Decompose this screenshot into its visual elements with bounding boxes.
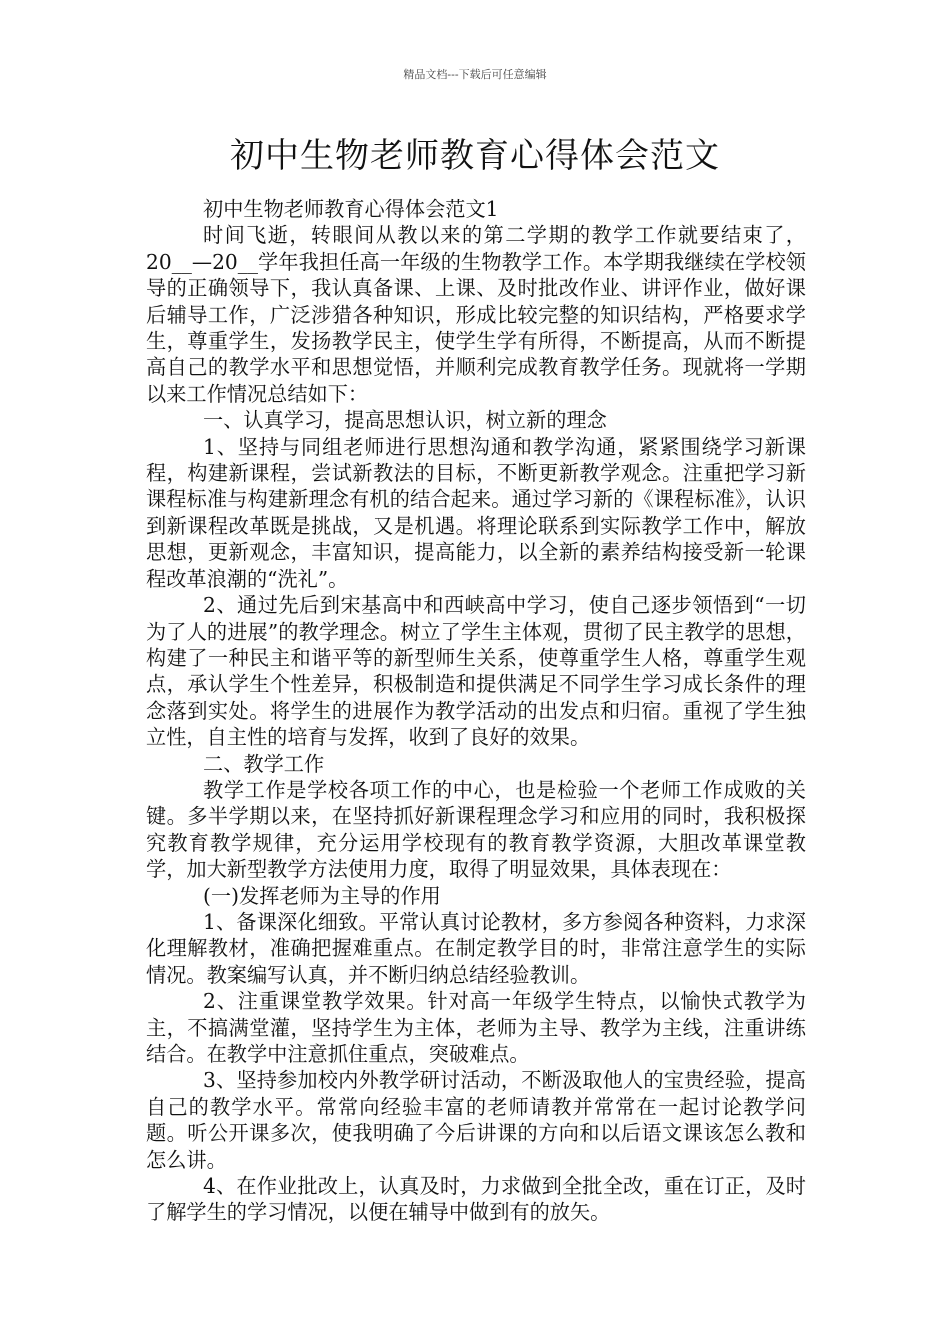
section-heading-2: 二、教学工作: [203, 751, 325, 776]
body-paragraph: 2、通过先后到宋基高中和西峡高中学习，使自己逐步领悟到“一切为了人的进展”的教学理念。树立了学生主体观，贯彻了民主教学的思想，构建了一种民主和谐平等的新型师生关系，使尊重学生人格，尊重学生观点，承认学生个性差异，积极制造和提供满足不同学生学习成长条件的理念落到实处。将学生的进展作为教学活动的出发点和归宿。重视了学生独立性，自主性的培育与发挥，收到了良好的效果。: [146, 593, 806, 750]
subtitle-paragraph: 初中生物老师教育心得体会范文1: [203, 197, 499, 221]
body-paragraph: 1、坚持与同组老师进行思想沟通和教学沟通，紧紧围绕学习新课程，构建新课程，尝试新教法的目标，不断更新教学观念。注重把学习新课程标准与构建新理念有机的结合起来。通过学习新的《课程标准》，认识到新课程改革既是挑战，又是机遇。将理论联系到实际教学工作中，解放思想，更新观念，丰富知识，提高能力，以全新的素养结构接受新一轮课程改革浪潮的“洗礼”。: [146, 434, 806, 591]
body-paragraph: 1、备课深化细致。平常认真讨论教材，多方参阅各种资料，力求深化理解教材，准确把握难重点。在制定教学目的时，非常注意学生的实际情况。教案编写认真，并不断归纳总结经验教训。: [146, 909, 806, 987]
body-paragraph: 4、在作业批改上，认真及时，力求做到全批全改，重在订正，及时了解学生的学习情况，以便在辅导中做到有的放矢。: [146, 1174, 806, 1225]
header-note: 精品文档---下载后可任意编辑: [403, 68, 547, 81]
body-paragraph: 3、坚持参加校内外教学研讨活动，不断汲取他人的宝贵经验，提高自己的教学水平。常常向经验丰富的老师请教并常常在一起讨论教学问题。听公开课多次，使我明确了今后讲课的方向和以后语文课该怎么教和怎么讲。: [146, 1068, 806, 1172]
document-body: [146, 196, 806, 1226]
subsection-heading: (一)发挥老师为主导的作用: [203, 883, 441, 908]
body-paragraph: 教学工作是学校各项工作的中心，也是检验一个老师工作成败的关键。多半学期以来，在坚持抓好新课程理念学习和应用的同时，我积极探究教育教学规律，充分运用学校现有的教育教学资源，大胆改革课堂教学，加大新型教学方法使用力度，取得了明显效果，具体表现在：: [146, 777, 806, 882]
intro-paragraph: 时间飞逝，转眼间从教以来的第二学期的教学工作就要结束了，20__—20__学年我担任高一年级的生物教学工作。本学期我继续在学校领导的正确领导下，我认真备课、上课、及时批改作业、讲评作业，做好课后辅导工作，广泛涉猎各种知识，形成比较完整的知识结构，严格要求学生，尊重学生，发扬教学民主，使学生学有所得，不断提高，从而不断提高自己的教学水平和思想觉悟，并顺利完成教育教学任务。现就将一学期以来工作情况总结如下：: [146, 223, 806, 406]
section-heading-1: 一、认真学习，提高思想认识，树立新的理念: [203, 408, 607, 433]
document-title: 初中生物老师教育心得体会范文: [230, 136, 720, 176]
body-paragraph: 2、注重课堂教学效果。针对高一年级学生特点，以愉快式教学为主，不搞满堂灌，坚持学生为主体，老师为主导、教学为主线，注重讲练结合。在教学中注意抓住重点，突破难点。: [146, 989, 806, 1066]
